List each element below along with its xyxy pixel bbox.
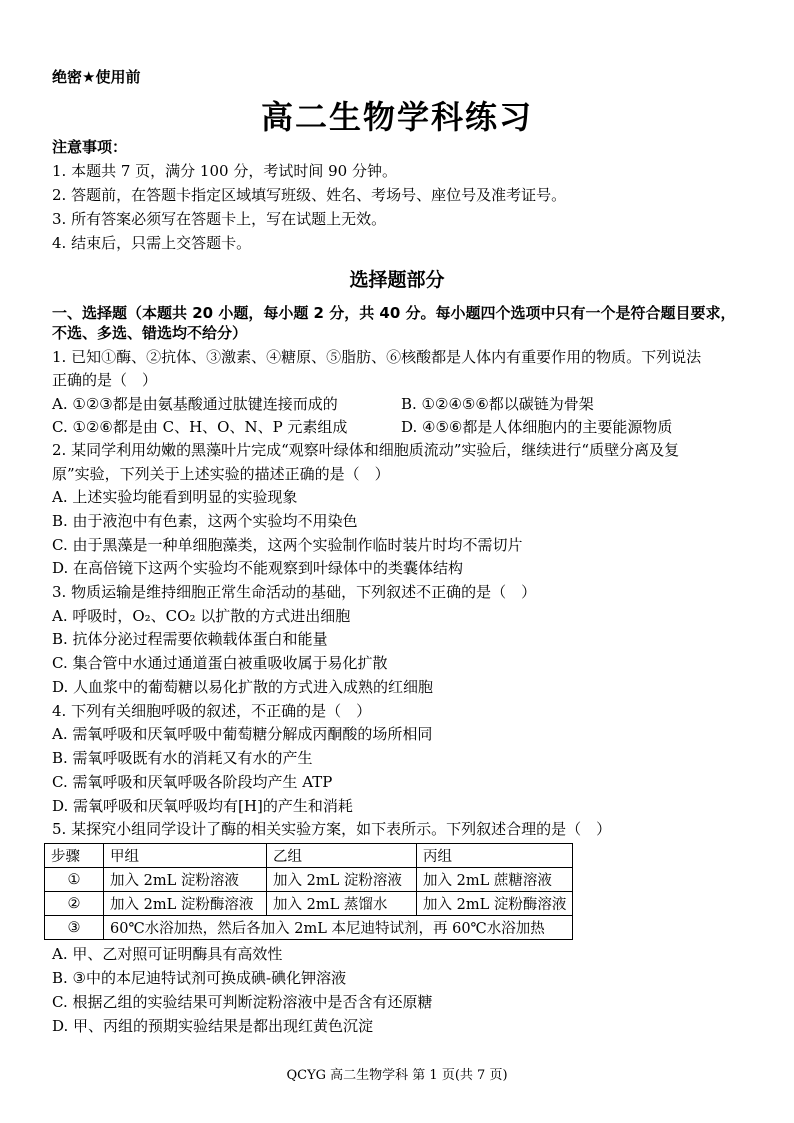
- question-4-stem: 4. 下列有关细胞呼吸的叙述，不正确的是（ ）: [52, 702, 372, 720]
- table-cell: 加入 2mL 淀粉溶液: [267, 868, 417, 892]
- question-3-option-b: B. 抗体分泌过程需要依赖载体蛋白和能量: [52, 630, 328, 648]
- question-5-stem: 5. 某探究小组同学设计了酶的相关实验方案，如下表所示。下列叙述合理的是（ ）: [52, 820, 612, 838]
- table-cell: 加入 2mL 淀粉溶液: [104, 868, 267, 892]
- table-cell: ②: [45, 892, 104, 916]
- notice-item: 3. 所有答案必须写在答题卡上，写在试题上无效。: [52, 210, 387, 228]
- table-row: [45, 892, 573, 916]
- table-cell: ①: [45, 868, 104, 892]
- notice-item: 1. 本题共 7 页，满分 100 分，考试时间 90 分钟。: [52, 162, 397, 180]
- notice-item: 2. 答题前，在答题卡指定区域填写班级、姓名、考场号、座位号及准考证号。: [52, 186, 567, 204]
- question-1-option-b: B. ①②④⑤⑥都以碳链为骨架: [401, 395, 594, 413]
- table-cell: 加入 2mL 淀粉酶溶液: [104, 892, 267, 916]
- experiment-table: [44, 843, 573, 940]
- table-header-cell: 步骤: [45, 844, 104, 868]
- question-1-stem: 1. 已知①酶、②抗体、③激素、④糖原、⑤脂肪、⑥核酸都是人体内有重要作用的物质。下列说法: [52, 348, 702, 366]
- notice-heading: 注意事项：: [52, 138, 128, 156]
- notice-item: 4. 结束后，只需上交答题卡。: [52, 234, 252, 252]
- table-cell: 加入 2mL 蒸馏水: [267, 892, 417, 916]
- question-2-option-a: A. 上述实验均能看到明显的实验现象: [52, 488, 298, 506]
- question-2-stem: 2. 某同学利用幼嫩的黑藻叶片完成“观察叶绿体和细胞质流动”实验后，继续进行“质壁分离及复: [52, 441, 680, 459]
- table-header-cell: 丙组: [417, 844, 573, 868]
- question-3-option-c: C. 集合管中水通过通道蛋白被重吸收属于易化扩散: [52, 654, 388, 672]
- section-title: 选择题部分: [349, 269, 445, 291]
- confidential-label: 绝密★使用前: [52, 68, 141, 86]
- table-header-cell: 乙组: [267, 844, 417, 868]
- table-row: [45, 868, 573, 892]
- table-cell: ③: [45, 916, 104, 940]
- table-cell: 加入 2mL 淀粉酶溶液: [417, 892, 573, 916]
- question-1-stem: 正确的是（ ）: [52, 371, 158, 389]
- question-1-option-c: C. ①②⑥都是由 C、H、O、N、P 元素组成: [52, 418, 348, 436]
- question-5-option-b: B. ③中的本尼迪特试剂可换成碘-碘化钾溶液: [52, 969, 347, 987]
- question-5-option-a: A. 甲、乙对照可证明酶具有高效性: [52, 945, 283, 963]
- table-cell: 加入 2mL 蔗糖溶液: [417, 868, 573, 892]
- table-cell: 60℃水浴加热，然后各加入 2mL 本尼迪特试剂，再 60℃水浴加热: [104, 916, 573, 940]
- question-4-option-d: D. 需氧呼吸和厌氧呼吸均有[H]的产生和消耗: [52, 797, 353, 815]
- table-header-row: [45, 844, 573, 868]
- question-4-option-b: B. 需氧呼吸既有水的消耗又有水的产生: [52, 749, 313, 767]
- question-2-option-c: C. 由于黑藻是一种单细胞藻类，这两个实验制作临时装片时均不需切片: [52, 536, 523, 554]
- question-5-option-c: C. 根据乙组的实验结果可判断淀粉溶液中是否含有还原糖: [52, 993, 433, 1011]
- question-3-option-a: A. 呼吸时，O₂、CO₂ 以扩散的方式进出细胞: [52, 607, 351, 625]
- question-2-option-d: D. 在高倍镜下这两个实验均不能观察到叶绿体中的类囊体结构: [52, 559, 464, 577]
- question-5-option-d: D. 甲、丙组的预期实验结果是都出现红黄色沉淀: [52, 1017, 374, 1035]
- table-row: [45, 916, 573, 940]
- question-1-option-d: D. ④⑤⑥都是人体细胞内的主要能源物质: [401, 418, 673, 436]
- question-3-stem: 3. 物质运输是维持细胞正常生命活动的基础，下列叙述不正确的是（ ）: [52, 583, 537, 601]
- question-3-option-d: D. 人血浆中的葡萄糖以易化扩散的方式进入成熟的红细胞: [52, 678, 434, 696]
- question-4-option-c: C. 需氧呼吸和厌氧呼吸各阶段均产生 ATP: [52, 773, 333, 791]
- instructions-line: 不选、多选、错选均不给分）: [52, 324, 248, 342]
- page-footer: QCYG 高二生物学科 第 1 页(共 7 页): [286, 1068, 508, 1083]
- question-4-option-a: A. 需氧呼吸和厌氧呼吸中葡萄糖分解成丙酮酸的场所相同: [52, 725, 433, 743]
- instructions-line: 一、选择题（本题共 20 小题，每小题 2 分，共 40 分。每小题四个选项中只有一个是符合题目要求，: [52, 304, 736, 322]
- question-2-option-b: B. 由于液泡中有色素，这两个实验均不用染色: [52, 512, 358, 530]
- question-1-option-a: A. ①②③都是由氨基酸通过肽键连接而成的: [52, 395, 338, 413]
- question-2-stem: 原”实验，下列关于上述实验的描述正确的是（ ）: [52, 465, 390, 483]
- page-title: 高二生物学科练习: [260, 98, 533, 136]
- table-header-cell: 甲组: [104, 844, 267, 868]
